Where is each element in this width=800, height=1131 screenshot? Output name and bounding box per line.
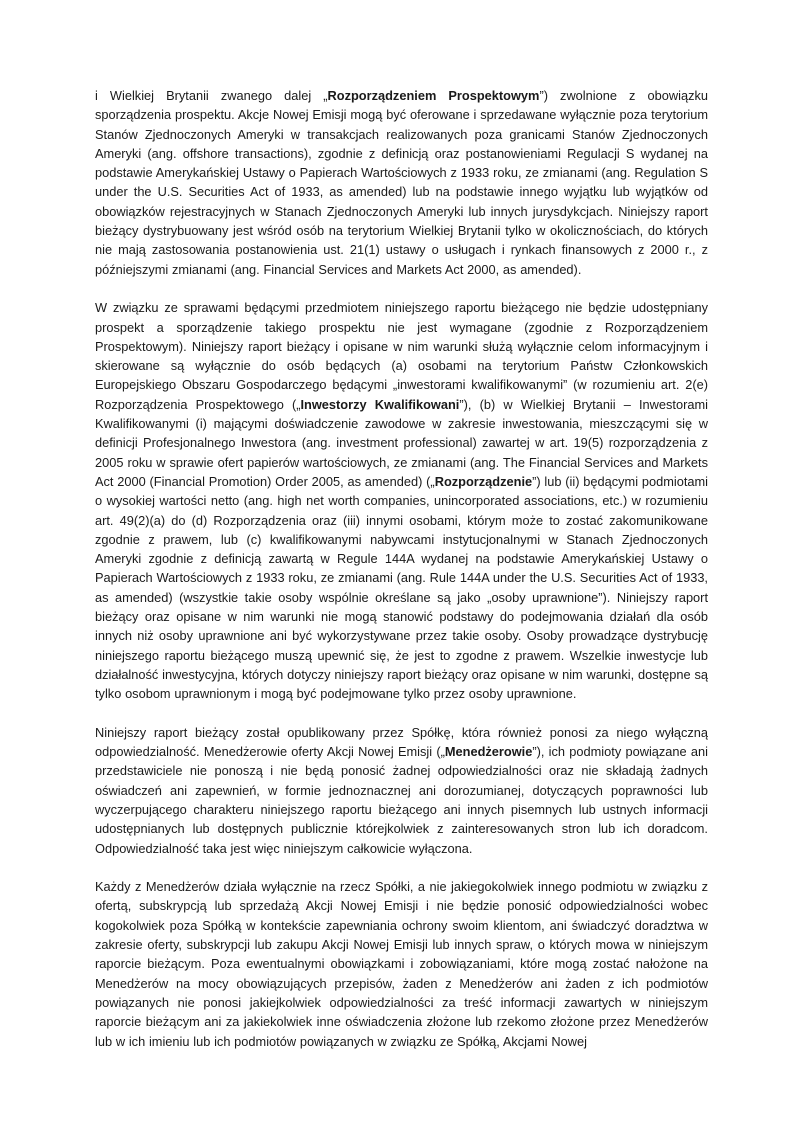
- text-run: Niniejszy raport bieżący został opublikowany przez Spółkę, która również ponosi za niego wyłączną odpowiedzialność. Menedżerowie oferty Akcji Nowej Emisji („: [95, 724, 708, 760]
- paragraph: [95, 298, 708, 703]
- bold-text-run: Rozporządzeniem Prospektowym: [327, 88, 540, 103]
- text-run: W związku ze sprawami będącymi przedmiotem niniejszego raportu bieżącego nie będzie udostępniany prospekt a sporządzenie takiego prospektu nie jest wymagane (zgodnie z Rozporządzeniem Prospektowym). Niniejszy raport bieżący i opisane w nim warunki służą wyłącznie celom informacyjnym i skierowane są wyłącznie do osób będących (a) osobami na terytorium Państw Członkowskich Europejskiego Obszaru Gospodarczego będącymi „inwestorami kwalifikowanymi” (w rozumieniu art. 2(e) Rozporządzenia Prospektowego („: [95, 300, 708, 412]
- bold-text-run: Rozporządzenie: [434, 473, 533, 489]
- text-run: ”), (b) w Wielkiej Brytanii – Inwestorami Kwalifikowanymi (i) mającymi doświadczenie zawodowe w zakresie inwestowania, mieszczącymi się w definicji Profesjonalnego Inwestora (ang. investment professional) zawartej w art. 19(5) rozporządzenia z 2005 roku w sprawie ofert papierów wartościowych, ze zmianami (ang. The Financial Services and Markets Act 2000 (Financial Promotion) Order 2005, as amended) („: [95, 396, 708, 489]
- text-run: i Wielkiej Brytanii zwanego dalej „: [95, 88, 328, 103]
- paragraph: [95, 723, 708, 858]
- paragraph: [95, 877, 708, 1051]
- text-run: ”) lub (ii) będącymi podmiotami o wysokiej wartości netto (ang. high net worth companies, unincorporated associations, etc.) w rozumieniu art. 49(2)(a) do (d) Rozporządzenia oraz (iii) innymi osobami, którym może to zostać zakomunikowane zgodnie z prawem, lub (c) kwalifikowanymi nabywcami instytucjonalnymi w Stanach Zjednoczonych Ameryki zgodnie z definicją zawartą w Regule 144A wydanej na podstawie Amerykańskiej Ustawy o Papierach Wartościowych z 1933 roku, ze zmianami (ang. Rule 144A under the U.S. Securities Act of 1933, as amended) (wszystkie takie osoby wspólnie określane są jako „osoby uprawnione”). Niniejszy raport bieżący oraz opisane w nim warunki nie mogą stanowić podstawy do podejmowania działań dla osób innych niż osoby uprawnione ani być wykorzystywane przez takie osoby. Osoby prowadzące dystrybucję niniejszego raportu bieżącego muszą upewnić się, że jest to zgodne z prawem. Wszelkie inwestycje lub działalność inwestycyjna, których dotyczy niniejszy raport bieżący oraz opisane w nim warunki, dostępne są tylko osobom uprawnionym i mogą być podejmowane tylko przez osoby uprawnione.: [95, 473, 708, 702]
- text-run: ”) zwolnione z obowiązku sporządzenia prospektu. Akcje Nowej Emisji mogą być oferowane i sprzedawane wyłącznie poza terytorium Stanów Zjednoczonych Ameryki w transakcjach realizowanych poza granicami Stanów Zjednoczonych Ameryki (ang. offshore transactions), zgodnie z definicją oraz postanowieniami Regulacji S wydanej na podstawie Amerykańskiej Ustawy o Papierach Wartościowych z 1933 roku, ze zmianami (ang. Regulation S under the U.S. Securities Act of 1933, as amended) lub na podstawie innego wyjątku lub wyjątków od obowiązków rejestracyjnych w Stanach Zjednoczonych Ameryki lub innych jurysdykcjach. Niniejszy raport bieżący dystrybuowany jest wśród osób na terytorium Wielkiej Brytanii tylko w okolicznościach, do których nie mają zastosowania postanowienia ust. 21(1) ustawy o usługach i rynkach finansowych z 2000 r., z późniejszymi zmianami (ang. Financial Services and Markets Act 2000, as amended).: [95, 88, 708, 277]
- bold-text-run: Inwestorzy Kwalifikowani: [300, 396, 460, 412]
- text-run: Każdy z Menedżerów działa wyłącznie na rzecz Spółki, a nie jakiegokolwiek innego podmiotu w związku z ofertą, subskrypcją lub sprzedażą Akcji Nowej Emisji i nie będzie ponosić odpowiedzialności wobec kogokolwiek poza Spółką w kontekście zapewniania ochrony swoim klientom, ani świadczyć doradztwa w zakresie oferty, subskrypcji lub zakupu Akcji Nowej Emisji lub innych spraw, o których mowa w niniejszym raporcie bieżącym. Poza ewentualnymi obowiązkami i zobowiązaniami, które mogą zostać nałożone na Menedżerów na mocy obowiązujących przepisów, żaden z Menedżerów ani żaden z ich podmiotów powiązanych nie ponosi jakiejkolwiek odpowiedzialności za treść informacji zawartych w niniejszym raporcie bieżącym ani za jakiekolwiek inne oświadczenia złożone lub rzekomo złożone przez Menedżerów lub w ich imieniu lub ich podmiotów powiązanych w związku ze Spółką, Akcjami Nowej: [95, 879, 708, 1049]
- bold-text-run: Menedżerowie: [444, 744, 533, 760]
- text-run: ”), ich podmioty powiązane ani przedstawiciele nie ponoszą i nie będą ponosić żadnej odpowiedzialności oraz nie składają żadnych oświadczeń ani zapewnień, w formie jednoznacznej ani dorozumianej, dotyczących poprawności lub wyczerpującego charakteru niniejszego raportu bieżącego ani innych pisemnych lub ustnych informacji udostępnianych lub dostępnych publicznie którejkolwiek z zainteresowanych stron lub ich doradcom. Odpowiedzialność taka jest więc niniejszym całkowicie wyłączona.: [95, 744, 708, 856]
- paragraph: [95, 86, 708, 279]
- document-body: [95, 86, 708, 1051]
